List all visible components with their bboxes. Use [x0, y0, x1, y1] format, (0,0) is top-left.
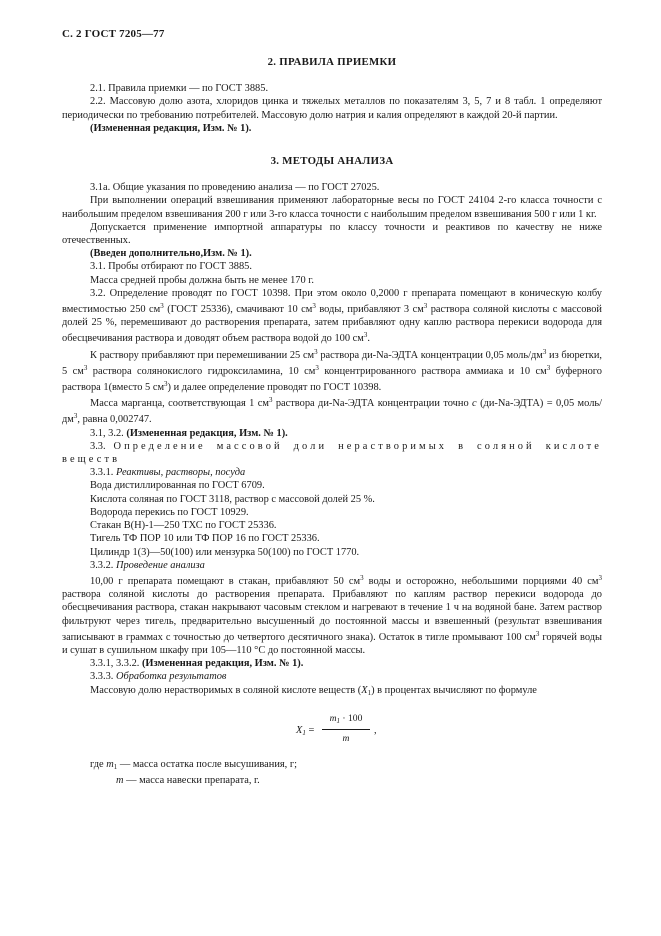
paragraph-3-3-2: 3.3.2. Проведение анализа	[90, 559, 205, 571]
formula-numerator: $m_1 \cdot 100$	[322, 712, 370, 730]
paragraph-2-1: 2.1. Правила приемки — по ГОСТ 3885.	[90, 83, 269, 95]
formula	[62, 708, 602, 752]
amendment-3-3-1-3-3-2: 3.3.1, 3.3.2. (Измененная редакция, Изм. № 1).	[90, 658, 304, 670]
amendment-note: (Измененная редакция, Изм. № 1).	[90, 122, 252, 134]
reagent-item: Кислота соляная по ГОСТ 3118, раствор с массовой долей 25 %.	[90, 493, 375, 505]
reagent-item: Тигель ТФ ПОР 10 или ТФ ПОР 16 по ГОСТ 25336.	[90, 533, 320, 545]
paragraph-3-3-3: 3.3.3. Обработка результатов	[90, 671, 227, 683]
formula-denominator: m	[342, 732, 350, 744]
paragraph-manganese: Масса марганца, соответствующая 1 $см^3$ раствора ди-Na-ЭДТА концентрации точно c (ди-Na-ЭДТА) = 0,05 моль/$дм^3$, равна 0,002747.	[62, 396, 603, 426]
paragraph-3-1: 3.1. Пробы отбирают по ГОСТ 3885.	[90, 261, 252, 273]
amendment-3-1-3-2: 3.1, 3.2. (Измененная редакция, Изм. № 1).	[90, 427, 288, 439]
reagent-item: Цилиндр 1(3)—50(100) или мензурка 50(100) по ГОСТ 1770.	[90, 546, 360, 558]
where-m: m — масса навески препарата, г.	[116, 774, 260, 786]
where-m1: где $m_1$ — масса остатка после высушивания, г;	[90, 758, 298, 771]
reagent-item: Стакан В(Н)-1—250 ТХС по ГОСТ 25336.	[90, 520, 277, 532]
paragraph-calculation: Массовую долю нерастворимых в соляной кислоте веществ $(X_1)$ в процентах вычисляют по формуле	[90, 684, 537, 697]
paragraph-import: Допускается применение импортной аппаратуры по классу точности и реактивов по качеству не ниже отечественных.	[62, 221, 602, 247]
paragraph-sample-mass: Масса средней пробы должна быть не менее 170 г.	[90, 274, 314, 286]
paragraph-3-3: 3.3. Определение массовой доли нерастворимых в соляной кислоте веществ	[62, 440, 603, 466]
paragraph-3-1a: 3.1а. Общие указания по проведению анализа — по ГОСТ 27025.	[90, 182, 380, 194]
formula-comma: ,	[374, 724, 377, 736]
page-header: С. 2 ГОСТ 7205—77	[62, 28, 165, 40]
reagent-item: Вода дистиллированная по ГОСТ 6709.	[90, 480, 265, 492]
paragraph-weighing: При выполнении операций взвешивания применяют лабораторные весы по ГОСТ 24104 2-го класса точности с наибольшим пределом взвешивания 200 г или 3-го класса точности с наибольшим пределом взвешивания 500 г или 1 кг.	[62, 195, 602, 220]
paragraph-3-3-1: 3.3.1. Реактивы, растворы, посуда	[90, 467, 246, 479]
reagent-item: Водорода перекись по ГОСТ 10929.	[90, 506, 249, 518]
paragraph-3-2: 3.2. Определение проводят по ГОСТ 10398. При этом около 0,2000 г препарата помещают в коническую колбу вместимостью 250 $см^3$ (ГОСТ 25336), смачивают 10 $см^3$ воды, прибавляют 3 $см^3$ раствора соляной кислоты с массовой долей 25 %, перемешивают до растворения препарата, затем прибавляют одну каплю раствора перекиси водорода для обесцвечивания раствора и доводят объем раствора водой до 100 $см^3$.	[62, 287, 602, 345]
document-body	[62, 50, 602, 787]
added-note: (Введен дополнительно,Изм. № 1).	[90, 248, 252, 260]
paragraph-2-2: 2.2. Массовую долю азота, хлоридов цинка и тяжелых металлов по показателям 3, 5, 7 и 8 табл. 1 определяют периодически по требованию потребителей. Массовую долю натрия и калия определяют в каждой 20-й партии.	[62, 96, 602, 121]
section-2-title: 2. ПРАВИЛА ПРИЕМКИ	[267, 56, 397, 68]
paragraph-addition: К раствору прибавляют при перемешивании 25 $см^3$ раствора ди-Na-ЭДТА концентрации 0,05 моль/$дм^3$ из бюретки, 5 $см^3$ раствора солянокислого гидроксиламина, 10 $см^3$ концентрированного раствора аммиака и 10 $см^3$ буферного раствора 1(вместо 5 $см^3$) и далее определение проводят по ГОСТ 10398.	[62, 347, 603, 394]
section-3-title: 3. МЕТОДЫ АНАЛИЗА	[270, 155, 394, 168]
formula-lhs: $X_1$ =	[296, 724, 315, 737]
formula-fraction	[322, 712, 370, 745]
paragraph-procedure: 10,00 г препарата помещают в стакан, прибавляют 50 $см^3$ воды и осторожно, небольшими порциями 40 $см^3$ раствора соляной кислоты до растворения препарата. Прибавляют по каплям раствор перекиси водорода до обесцвечивания раствора, стакан накрывают часовым стеклом и нагревают в течение 1 ч на водяной бане. Затем раствор фильтруют через тигель, предварительно высушенный до постоянной массы и взвешенный (результат взвешивания записывают в граммах с точностью до четвертого десятичного знака). Остаток в тигле промывают 100 $см^3$ горячей воды и сушат в сушильном шкафу при 105—110 °С до постоянной массы.	[62, 573, 602, 656]
